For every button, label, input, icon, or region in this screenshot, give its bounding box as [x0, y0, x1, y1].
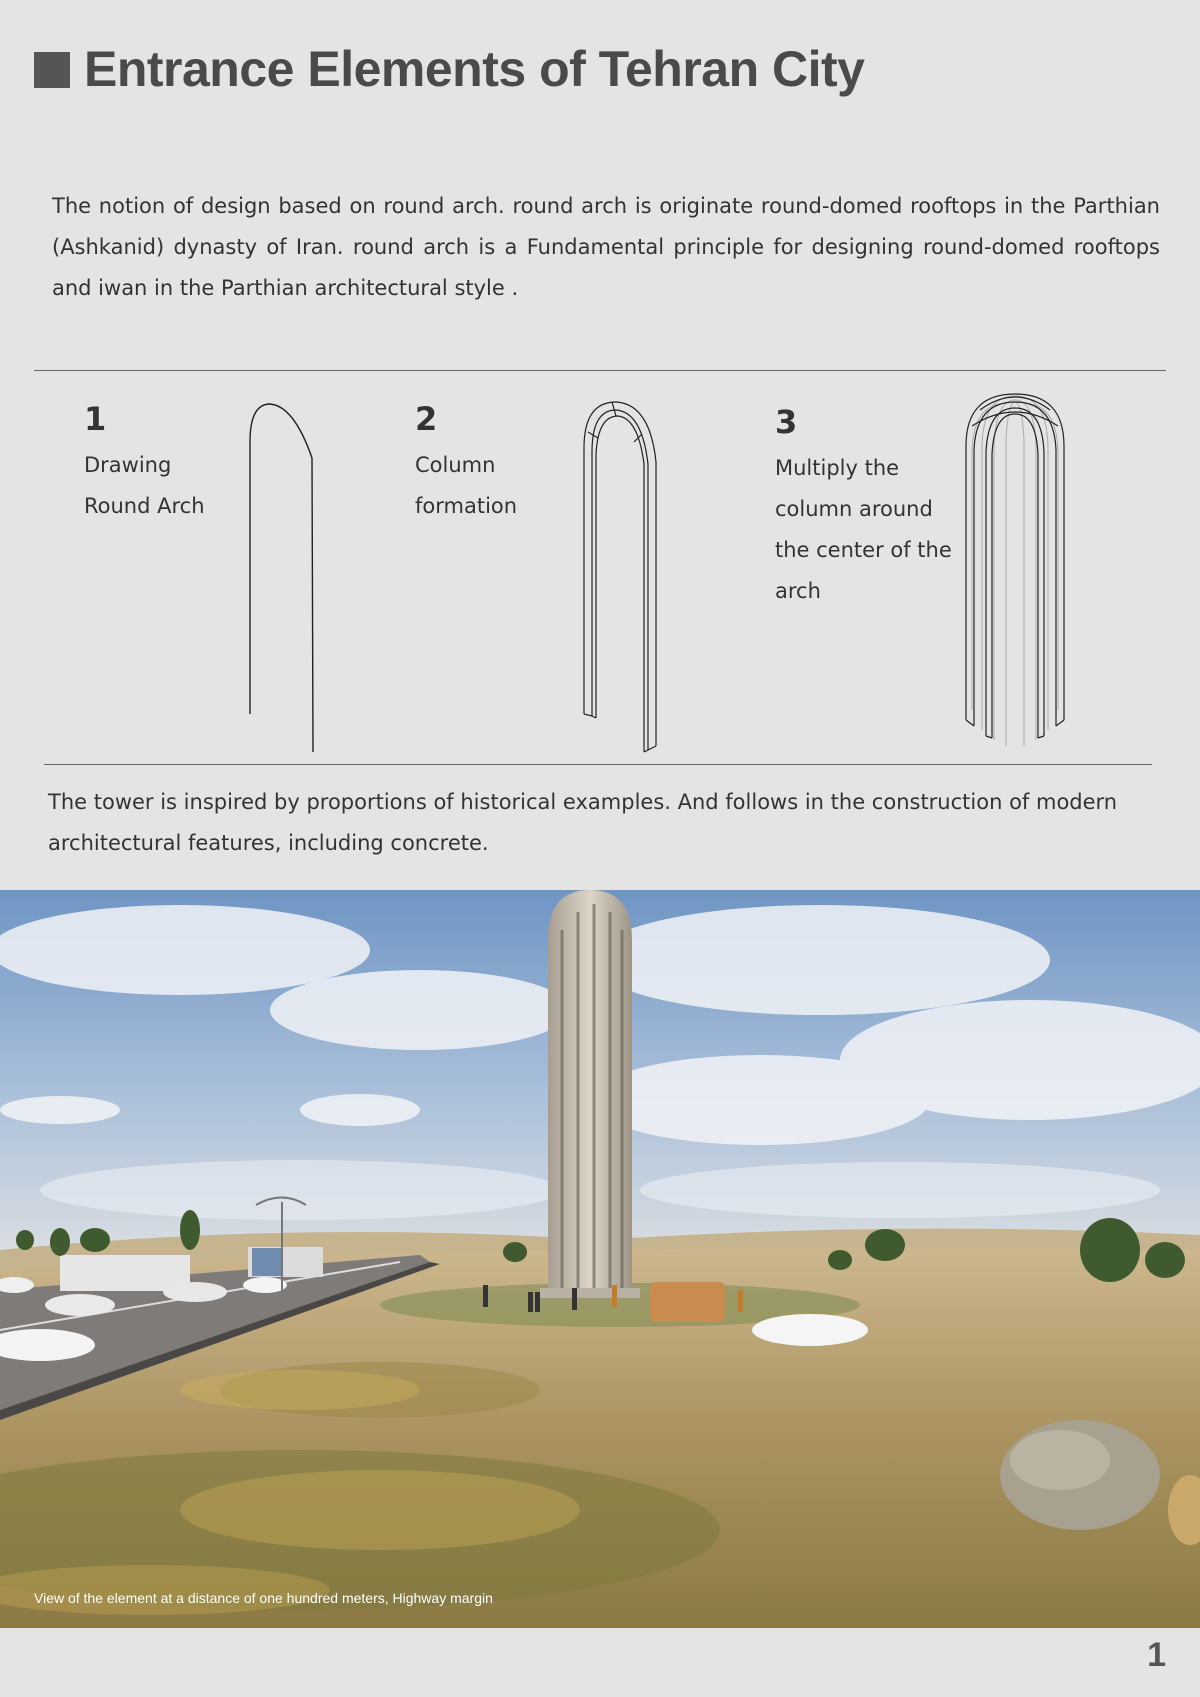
intro-paragraph: The notion of design based on round arch. round arch is originate round-domed rooftops in the Parthian (Ashkanid) dynasty of Iran. round arch is a Fundamental principle for designing round-domed rooftops and iwan in the Parthian architectural style .	[52, 194, 1160, 300]
page-title: Entrance Elements of Tehran City	[84, 41, 865, 97]
round-arch-line-drawing-icon	[240, 398, 320, 754]
step-1-number: 1	[84, 400, 107, 438]
title-square-marker	[34, 52, 70, 88]
bottom-divider	[44, 764, 1152, 765]
step-3-text: Multiply the column around the center of the arch	[775, 456, 952, 603]
step-1-text: Drawing Round Arch	[84, 453, 205, 518]
outro-paragraph: The tower is inspired by proportions of historical examples. And follows in the construction of modern architectural features, including concrete.	[48, 790, 1118, 855]
step-2-number: 2	[415, 400, 438, 438]
tower	[540, 890, 640, 1298]
top-divider	[34, 370, 1166, 371]
arch-column-wireframe-icon	[576, 398, 662, 754]
step-3-number: 3	[775, 403, 798, 441]
radial-arch-tower-wireframe-icon	[962, 390, 1068, 754]
page-number: 1	[1147, 1636, 1166, 1674]
image-caption: View of the element at a distance of one hundred meters, Highway margin	[34, 1590, 493, 1606]
step-2-text: Column formation	[415, 453, 518, 518]
tower-render-image	[0, 890, 1200, 1628]
